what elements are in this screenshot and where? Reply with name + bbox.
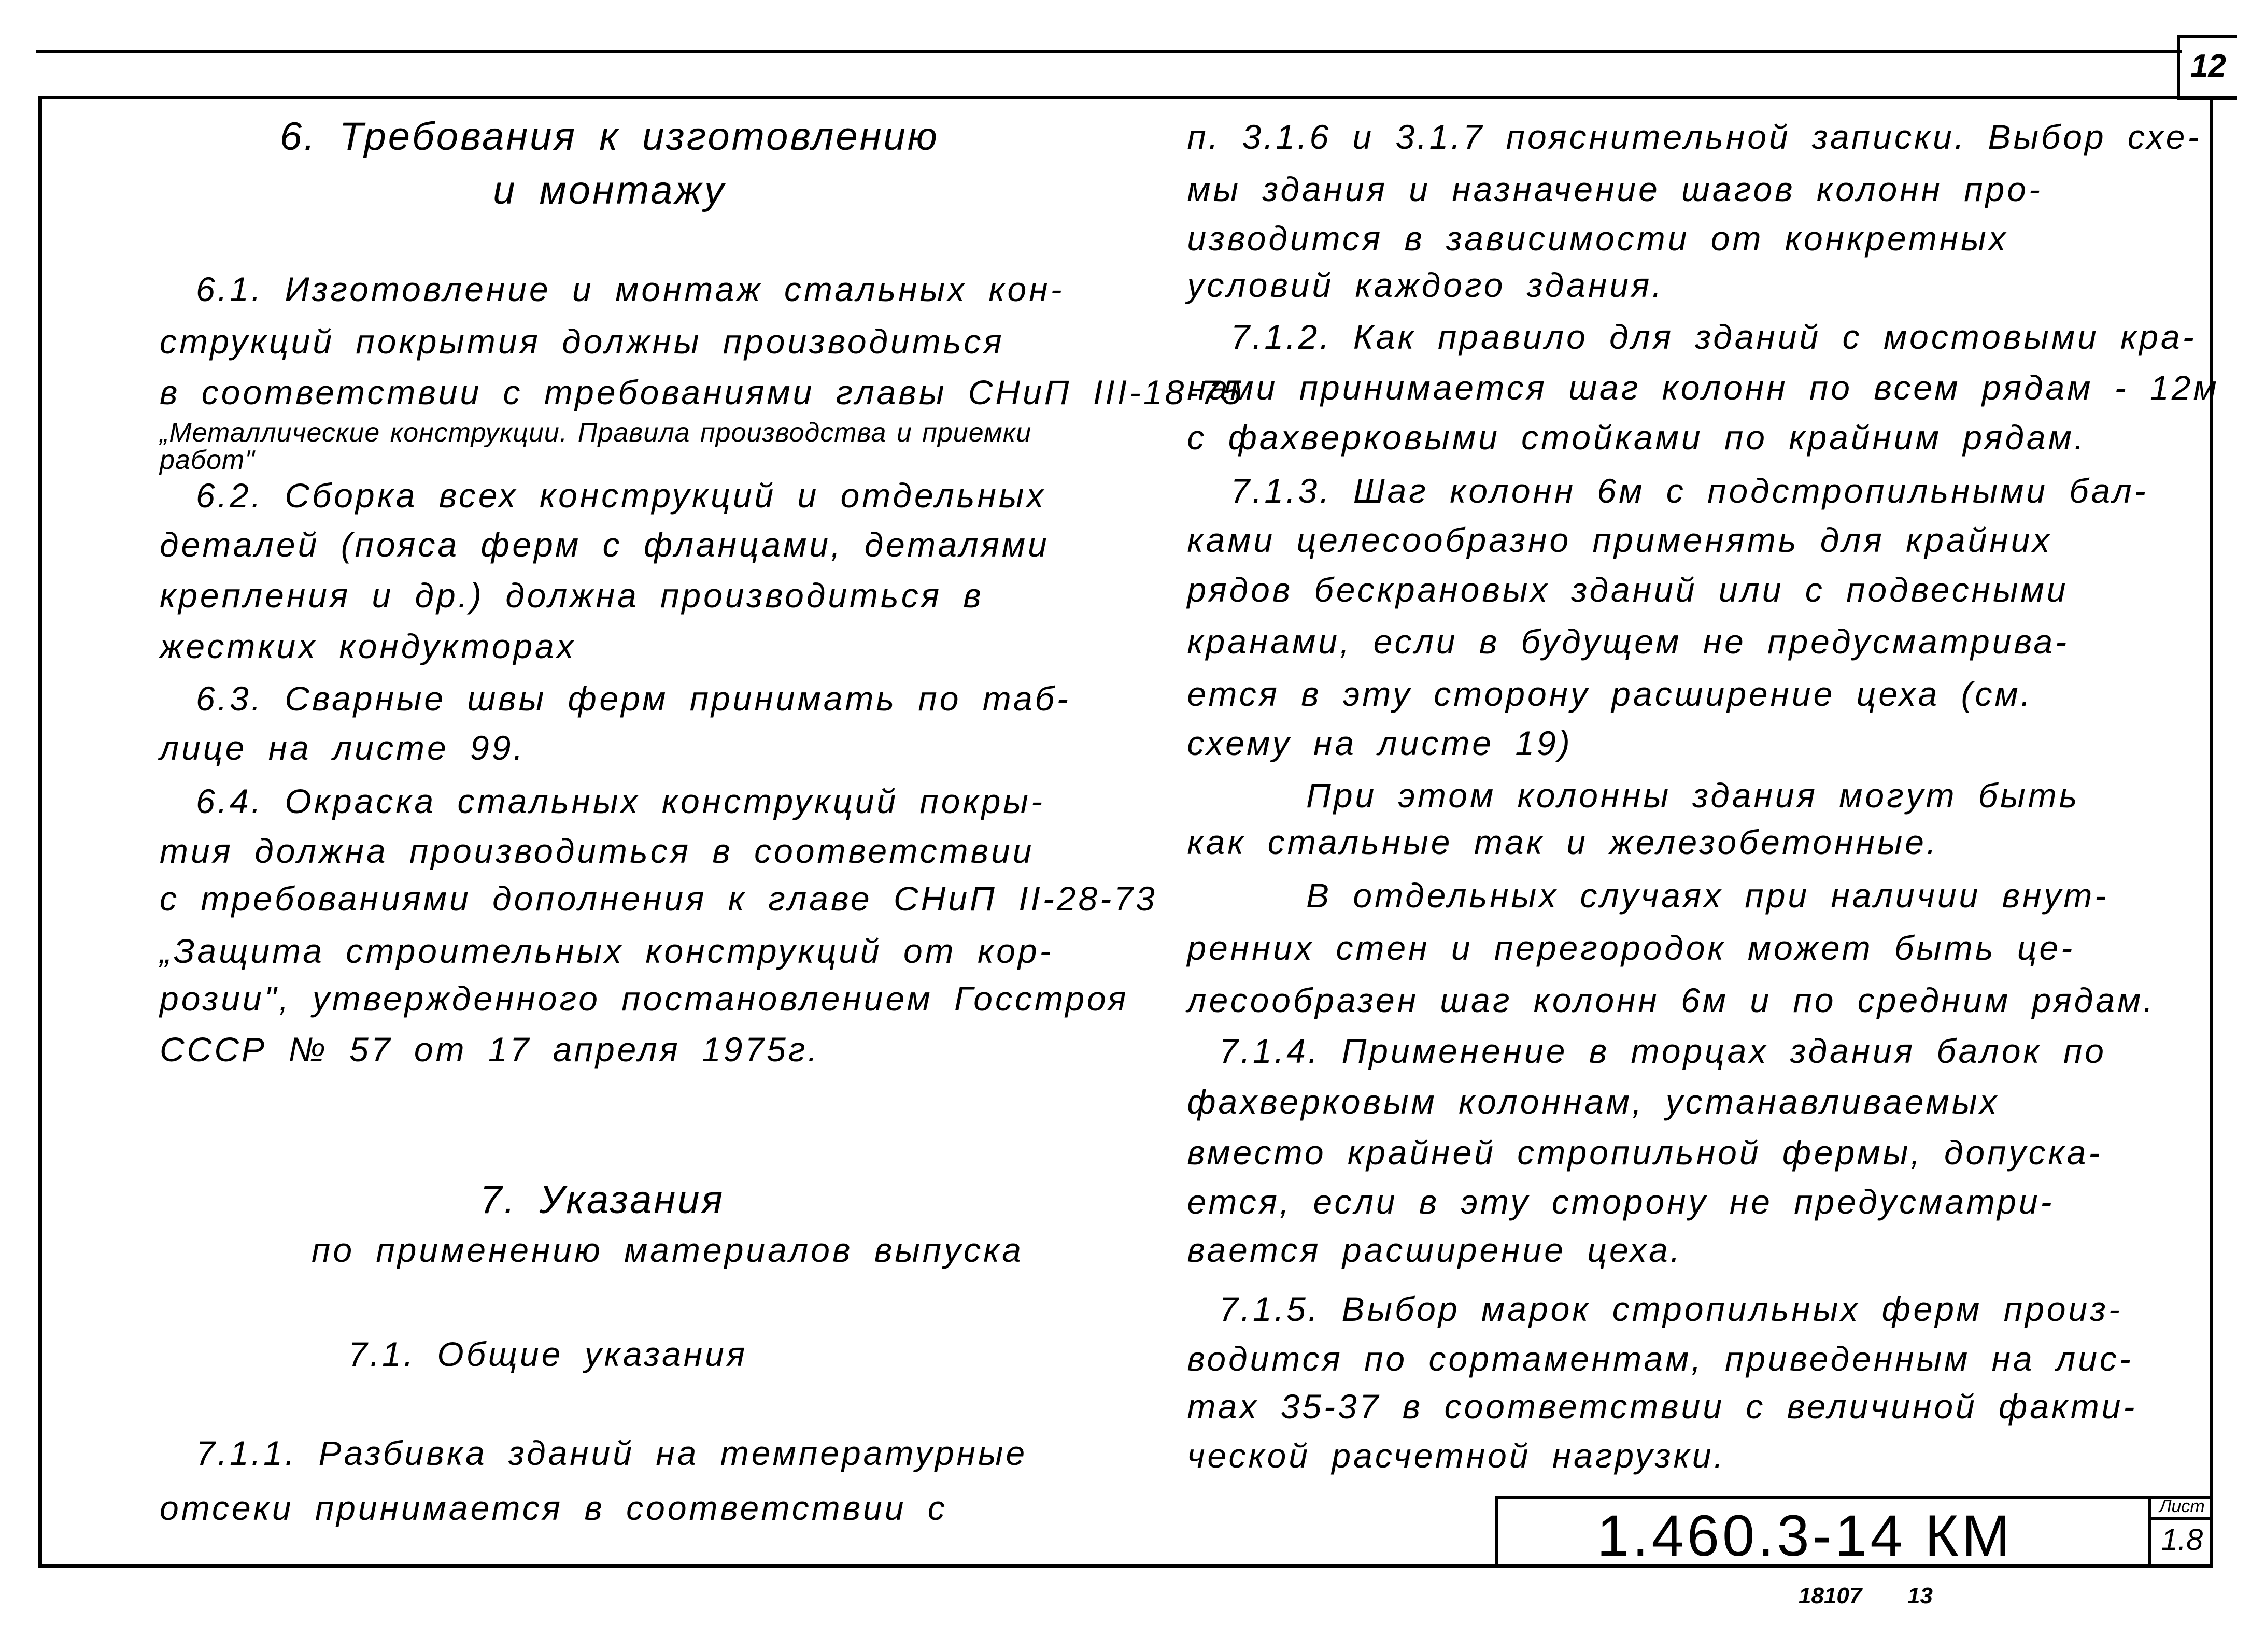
sheet-cell bbox=[2148, 1496, 2213, 1568]
right-column-text-line: 7.1.5. Выбор марок стропильных ферм произ- bbox=[1219, 1290, 2122, 1329]
right-column-text-line: с фахверковыми стойками по крайним рядам. bbox=[1187, 418, 2087, 457]
right-column-text-line: 7.1.2. Как правило для зданий с мостовыми кра- bbox=[1230, 318, 2197, 357]
right-column-text-line: 7.1.3. Шаг колонн 6м с подстропильными бал- bbox=[1230, 472, 2148, 510]
left-column-text-line: лице на листе 99. bbox=[160, 728, 526, 767]
left-column-text-line: 6.1. Изготовление и монтаж стальных кон- bbox=[196, 270, 1065, 308]
right-column-text-line: кранами, если в будущем не предусматрива- bbox=[1187, 622, 2070, 661]
inventory-number: 18107 bbox=[1799, 1583, 1862, 1608]
left-column-text-line: 6. Требования к изготовлению bbox=[280, 115, 939, 159]
sheet-number: 1.8 bbox=[2161, 1523, 2203, 1557]
right-column-text-line: рядов бескрановых зданий или с подвесными bbox=[1187, 570, 2069, 609]
left-column-text-line: тия должна производиться в соответствии bbox=[160, 831, 1035, 870]
top-border-line bbox=[36, 50, 2182, 53]
left-column-text-line: СССР № 57 от 17 апреля 1975г. bbox=[160, 1030, 820, 1069]
right-column-text-line: В отдельных случаях при наличии внут- bbox=[1306, 876, 2109, 915]
right-column-text-line: тах 35-37 в соответствии с величиной факти- bbox=[1187, 1387, 2137, 1426]
left-column-text-line: жестких кондукторах bbox=[160, 626, 576, 665]
sheet-label: Лист bbox=[2151, 1496, 2213, 1520]
right-column-text-line: фахверковым колоннам, устанавливаемых bbox=[1187, 1083, 2000, 1121]
left-column-text-line: 6.2. Сборка всех конструкций и отдельных bbox=[196, 476, 1046, 515]
right-column-text-line: изводится в зависимости от конкретных bbox=[1187, 219, 2008, 258]
right-column-text-line: как стальные так и железобетонные. bbox=[1187, 822, 1939, 861]
title-block bbox=[1495, 1496, 2213, 1568]
left-column-text-line: „Металлические конструкции. Правила производства и приемки bbox=[160, 418, 1032, 448]
left-column-text-line: 7. Указания bbox=[479, 1178, 725, 1222]
left-column-text-line: 6.3. Сварные швы ферм принимать по таб- bbox=[196, 679, 1071, 718]
right-column-text-line: вместо крайней стропильной фермы, допуска- bbox=[1187, 1133, 2103, 1172]
right-column-text-line: ками целесообразно применять для крайних bbox=[1187, 521, 2052, 560]
right-column-text-line: 7.1.4. Применение в торцах здания балок по bbox=[1219, 1032, 2106, 1070]
right-column-text-line: ренних стен и перегородок может быть це- bbox=[1187, 929, 2075, 967]
page-number: 12 bbox=[2190, 48, 2226, 84]
right-column-text-line: нами принимается шаг колонн по всем рядам - 12м bbox=[1187, 368, 2219, 407]
left-column-text-line: струкций покрытия должны производиться bbox=[160, 322, 1004, 361]
right-column-text-line: лесообразен шаг колонн 6м и по средним рядам. bbox=[1187, 981, 2156, 1019]
right-column-text-line: п. 3.1.6 и 3.1.7 пояснительной записки. Выбор схе- bbox=[1187, 118, 2202, 156]
left-column-text-line: крепления и др.) должна производиться в bbox=[160, 576, 984, 615]
right-column-text-line: ческой расчетной нагрузки. bbox=[1187, 1436, 1726, 1475]
left-column-text-line: деталей (пояса ферм с фланцами, деталями bbox=[160, 525, 1050, 564]
left-column-text-line: отсеки принимается в соответствии с bbox=[160, 1489, 947, 1527]
left-column-text-line: работ" bbox=[160, 445, 255, 476]
left-column-text-line: 6.4. Окраска стальных конструкций покры- bbox=[196, 782, 1045, 821]
left-column-text-line: по применению материалов выпуска bbox=[312, 1230, 1024, 1269]
left-column-text-line: „Защита строительных конструкций от кор- bbox=[160, 931, 1054, 970]
right-column-text-line: ется в эту сторону расширение цеха (см. bbox=[1187, 675, 2033, 714]
left-column-text-line: 7.1. Общие указания bbox=[348, 1335, 748, 1374]
left-column-text-line: розии", утвержденного постановлением Госстроя bbox=[160, 979, 1129, 1018]
left-column-text-line: 7.1.1. Разбивка зданий на температурные bbox=[196, 1433, 1028, 1472]
right-column-text-line: водится по сортаментам, приведенным на лис- bbox=[1187, 1339, 2133, 1378]
right-column-text-line: вается расширение цеха. bbox=[1187, 1230, 1683, 1269]
right-column-text-line: схему на листе 19) bbox=[1187, 724, 1573, 763]
page-number-box bbox=[2177, 35, 2237, 100]
left-column-text-line: с требованиями дополнения к главе СНиП II-28-73 bbox=[160, 879, 1157, 918]
left-column-text-line: в соответствии с требованиями главы СНиП III-18-75 bbox=[160, 373, 1244, 411]
right-column-text-line: ется, если в эту сторону не предусматри- bbox=[1187, 1183, 2055, 1221]
left-column-text-line: и монтажу bbox=[493, 168, 726, 212]
copy-number: 13 bbox=[1907, 1583, 1933, 1608]
right-column-text-line: условий каждого здания. bbox=[1187, 265, 1664, 304]
right-column-text-line: При этом колонны здания могут быть bbox=[1306, 776, 2080, 815]
right-column-text-line: мы здания и назначение шагов колонн про- bbox=[1187, 169, 2043, 208]
document-code: 1.460.3-14 КМ bbox=[1597, 1503, 2014, 1568]
